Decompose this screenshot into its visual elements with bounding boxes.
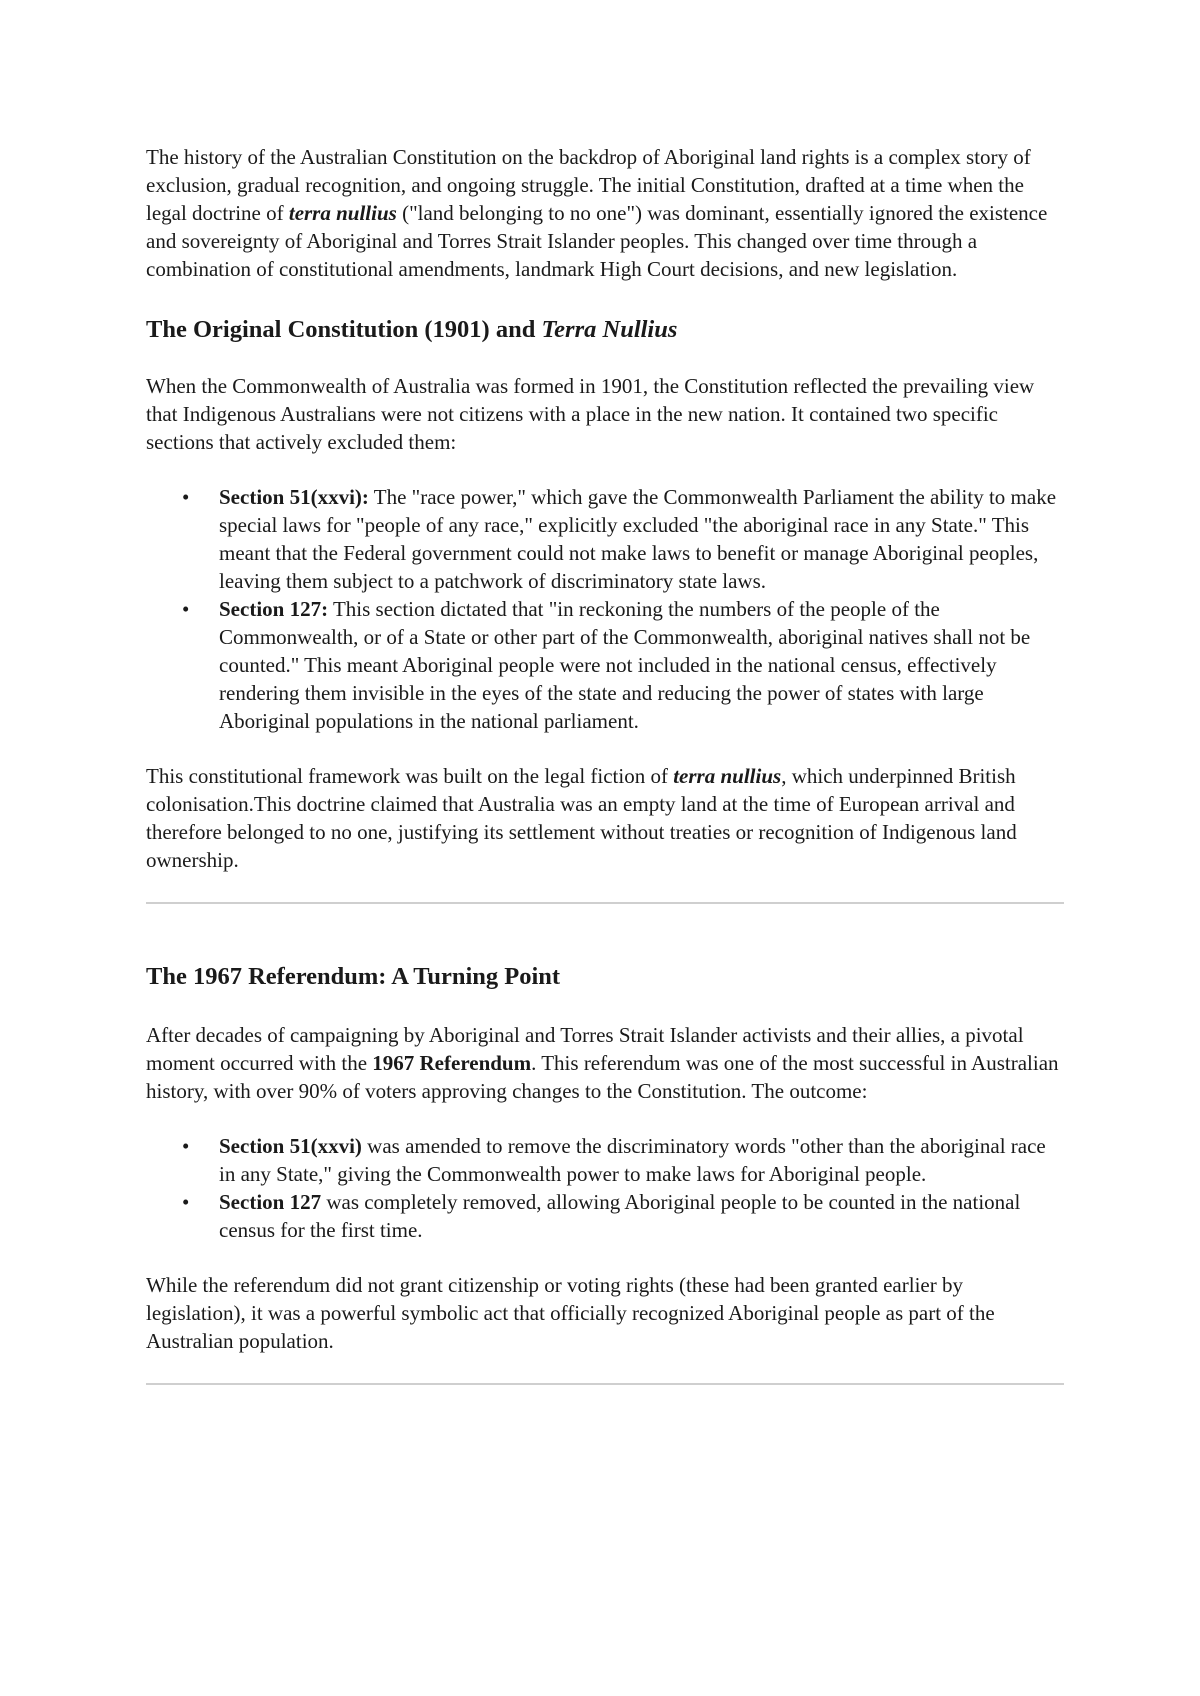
framework-text-before: This constitutional framework was built on the legal fiction of bbox=[146, 764, 674, 788]
list-item-label: Section 51(xxvi) bbox=[219, 1134, 362, 1158]
intro-term: terra nullius bbox=[288, 201, 397, 225]
original-sections-list bbox=[146, 483, 1064, 735]
campaign-paragraph bbox=[146, 1021, 1064, 1105]
bullet-icon: • bbox=[182, 485, 190, 509]
list-item-text: The "race power," which gave the Commonwealth Parliament the ability to make special laws for "people of any race," explicitly excluded "the aboriginal race in any State." This meant that the Federal government could not make laws to benefit or manage Aboriginal peoples, leaving them subject to a patchwork of discriminatory state laws. bbox=[219, 485, 1057, 593]
list-item-text: was completely removed, allowing Aboriginal people to be counted in the national census for the first time. bbox=[219, 1190, 1021, 1242]
document-page bbox=[146, 143, 1064, 1385]
framework-paragraph bbox=[146, 762, 1064, 874]
list-item-label: Section 51(xxvi): bbox=[219, 485, 369, 509]
framework-term: terra nullius bbox=[673, 764, 782, 788]
campaign-text-before: After decades of campaigning by Aboriginal and Torres Strait Islander activists and their allies, a pivotal moment occurred with the bbox=[146, 1023, 1024, 1075]
list-item bbox=[182, 595, 1064, 735]
list-item-label: Section 127 bbox=[219, 1190, 322, 1214]
campaign-bold-term: 1967 Referendum bbox=[372, 1051, 532, 1075]
intro-paragraph bbox=[146, 143, 1064, 283]
intro-text-after: ("land belonging to no one") was dominant, essentially ignored the existence and sovereignty of Aboriginal and Torres Strait Islander peoples. This changed over time through a combination of constitutional amendments, landmark High Court decisions, and new legislation. bbox=[146, 201, 1048, 281]
campaign-text-after: . This referendum was one of the most successful in Australian history, with over 90% of voters approving changes to the Constitution. The outcome: bbox=[146, 1051, 1059, 1103]
intro-text-before: The history of the Australian Constitution on the backdrop of Aboriginal land rights is a complex story of exclusion, gradual recognition, and ongoing struggle. The initial Constitution, drafted at a time when the legal doctrine of bbox=[146, 145, 1031, 225]
list-item bbox=[182, 1188, 1064, 1244]
referendum-outcome-list bbox=[146, 1132, 1064, 1244]
framework-text-after: , which underpinned British colonisation.This doctrine claimed that Australia was an empty land at the time of European arrival and therefore belonged to no one, justifying its settlement without treaties or recognition of Indigenous land ownership. bbox=[146, 764, 1017, 872]
list-item bbox=[182, 483, 1064, 595]
bullet-icon: • bbox=[182, 597, 190, 621]
heading-original-main: The Original Constitution (1901) and bbox=[146, 316, 542, 343]
heading-original-term: Terra Nullius bbox=[541, 316, 678, 343]
list-item-text: was amended to remove the discriminatory words "other than the aboriginal race in any State," giving the Commonwealth power to make laws for Aboriginal people. bbox=[219, 1134, 1046, 1186]
horizontal-divider bbox=[146, 1383, 1064, 1385]
list-item bbox=[182, 1132, 1064, 1188]
list-item-text: This section dictated that "in reckoning the numbers of the people of the Commonwealth, or of a State or other part of the Commonwealth, aboriginal natives shall not be counted." This meant Aboriginal people were not included in the national census, effectively rendering them invisible in the eyes of the state and reducing the power of states with large Aboriginal populations in the national parliament. bbox=[219, 597, 1031, 733]
commonwealth-paragraph: When the Commonwealth of Australia was formed in 1901, the Constitution reflected the prevailing view that Indigenous Australians were not citizens with a place in the new nation. It contained two specific sections that actively excluded them: bbox=[146, 374, 1035, 454]
heading-1967-referendum: The 1967 Referendum: A Turning Point bbox=[146, 963, 561, 990]
heading-original-constitution bbox=[146, 315, 1064, 345]
horizontal-divider bbox=[146, 902, 1064, 904]
list-item-label: Section 127: bbox=[219, 597, 329, 621]
referendum-closing-paragraph: While the referendum did not grant citizenship or voting rights (these had been granted earlier by legislation), it was a powerful symbolic act that officially recognized Aboriginal people as part of the Australian population. bbox=[146, 1273, 995, 1353]
bullet-icon: • bbox=[182, 1134, 190, 1158]
bullet-icon: • bbox=[182, 1190, 190, 1214]
